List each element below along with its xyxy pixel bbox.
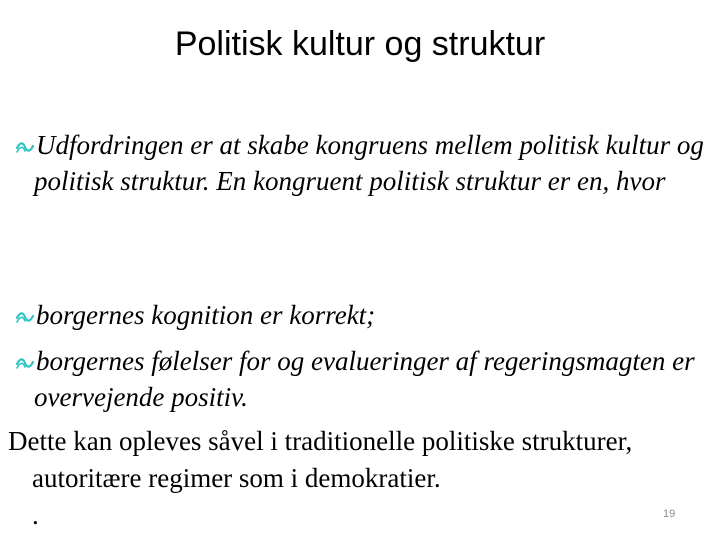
bullet-text-1: Udfordringen er at skabe kongruens mellem politisk kultur og politisk struktur. En kongruent politisk struktur er en, hvor xyxy=(34,130,704,196)
page-number: 19 xyxy=(663,508,676,520)
bullet-item-3 xyxy=(14,343,720,415)
body-paragraph xyxy=(8,423,720,534)
bullet-item-1 xyxy=(14,127,720,199)
bullet-text-3: borgernes følelser for og evalueringer af regeringsmagten er overvejende positiv. xyxy=(34,346,695,412)
slide-title: Politisk kultur og struktur xyxy=(174,25,546,63)
bullet-item-2 xyxy=(14,297,720,333)
trailing-mark: . xyxy=(32,500,39,530)
bullet-text-2: borgernes kognition er korrekt; xyxy=(36,300,376,330)
body-paragraph-text: Dette kan opleves såvel i traditionelle politiske strukturer, autoritære regimer som i demokratier. xyxy=(8,426,633,493)
